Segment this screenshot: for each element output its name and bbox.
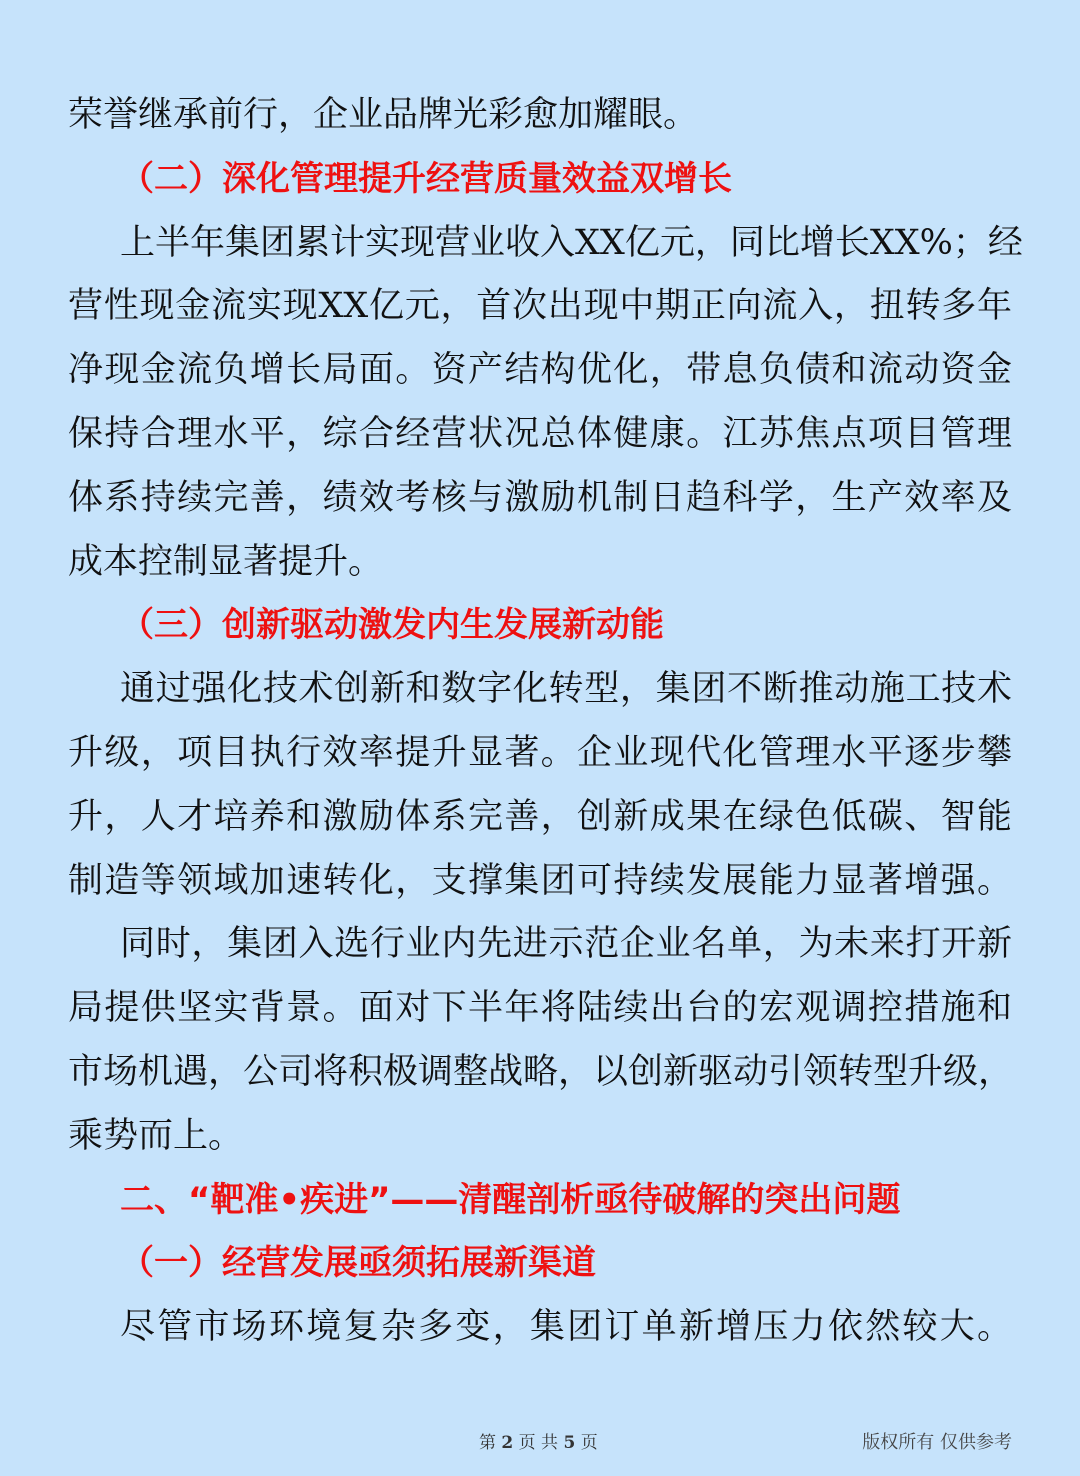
section-heading: （一）经营发展亟须拓展新渠道 xyxy=(120,1243,596,1284)
section-heading: 二、“靶准•疾进”——清醒剖析亟待破解的突出问题 xyxy=(120,1179,901,1220)
body-text-line: 净现金流负增长局面。资产结构优化，带息负债和流动资金 xyxy=(68,350,1012,391)
body-text-line: 成本控制显著提升。 xyxy=(68,541,384,582)
body-text-line: 制造等领域加速转化，支撑集团可持续发展能力显著增强。 xyxy=(68,860,1012,901)
body-text-line: 乘势而上。 xyxy=(68,1115,244,1156)
section-heading: （三）创新驱动激发内生发展新动能 xyxy=(120,605,664,646)
body-text-line: 升，人才培养和激励体系完善，创新成果在绿色低碳、智能 xyxy=(68,796,1012,837)
body-text-line: 保持合理水平，综合经营状况总体健康。江苏焦点项目管理 xyxy=(68,413,1012,454)
copyright-notice: 版权所有 仅供参考 xyxy=(862,1432,1012,1453)
page-prefix: 第 xyxy=(479,1433,496,1453)
section-heading: （二）深化管理提升经营质量效益双增长 xyxy=(120,158,732,199)
body-text-line: 营性现金流实现XX亿元，首次出现中期正向流入，扭转多年 xyxy=(68,286,1012,327)
document-page xyxy=(68,84,1023,1360)
total-pages: 5 xyxy=(563,1433,576,1453)
body-text-line: 体系持续完善，绩效考核与激励机制日趋科学，生产效率及 xyxy=(68,477,1012,518)
body-text-line: 同时，集团入选行业内先进示范企业名单，为未来打开新 xyxy=(120,924,1012,965)
page-suffix: 页 xyxy=(580,1433,598,1453)
current-page: 2 xyxy=(501,1433,514,1453)
body-text-line: 通过强化技术创新和数字化转型，集团不断推动施工技术 xyxy=(120,669,1012,710)
body-text-line: 尽管市场环境复杂多变，集团订单新增压力依然较大。 xyxy=(120,1307,1012,1348)
body-text-line: 上半年集团累计实现营业收入XX亿元，同比增长XX%；经 xyxy=(120,222,1023,263)
body-text-line: 荣誉继承前行，企业品牌光彩愈加耀眼。 xyxy=(68,95,699,135)
body-text-line: 升级，项目执行效率提升显著。企业现代化管理水平逐步攀 xyxy=(68,732,1012,773)
page-number xyxy=(479,1428,598,1453)
page-mid: 页 共 xyxy=(518,1433,559,1453)
body-text-line: 市场机遇，公司将积极调整战略，以创新驱动引领转型升级， xyxy=(68,1051,1014,1092)
body-text-line: 局提供坚实背景。面对下半年将陆续出台的宏观调控措施和 xyxy=(68,988,1012,1029)
page-footer xyxy=(0,1428,1080,1454)
